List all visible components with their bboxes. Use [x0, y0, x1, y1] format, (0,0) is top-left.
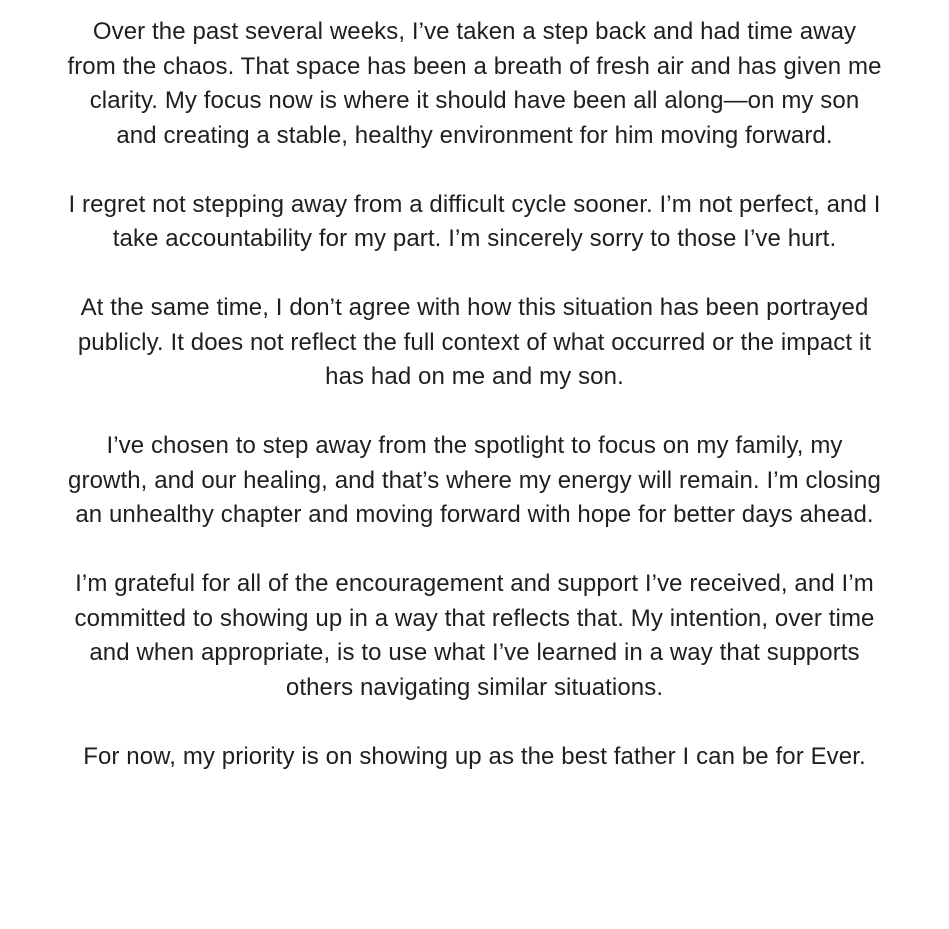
statement-paragraph: Over the past several weeks, I’ve taken a step back and had time away from the chaos. That space has been a breath of fresh air and has given me clarity. My focus now is where it should have been all along—on my son and creating a stable, healthy environment for him moving forward.: [67, 18, 882, 149]
statement-paragraph: I’ve chosen to step away from the spotlight to focus on my family, my growth, and our healing, and that’s where my energy will remain. I’m closing an unhealthy chapter and moving forward with hope for better days ahead.: [68, 432, 881, 528]
statement-paragraph: I’m grateful for all of the encouragement and support I’ve received, and I’m committed to showing up in a way that reflects that. My intention, over time and when appropriate, is to use what I’ve learned in a way that supports others navigating similar situations.: [74, 570, 875, 701]
statement-paragraph: At the same time, I don’t agree with how this situation has been portrayed publicly. It does not reflect the full context of what occurred or the impact it has had on me and my son.: [77, 294, 872, 390]
statement-paragraph: For now, my priority is on showing up as the best father I can be for Ever.: [83, 742, 866, 770]
statement-paragraph: I regret not stepping away from a difficult cycle sooner. I’m not perfect, and I take accountability for my part. I’m sincerely sorry to those I’ve hurt.: [68, 190, 881, 252]
